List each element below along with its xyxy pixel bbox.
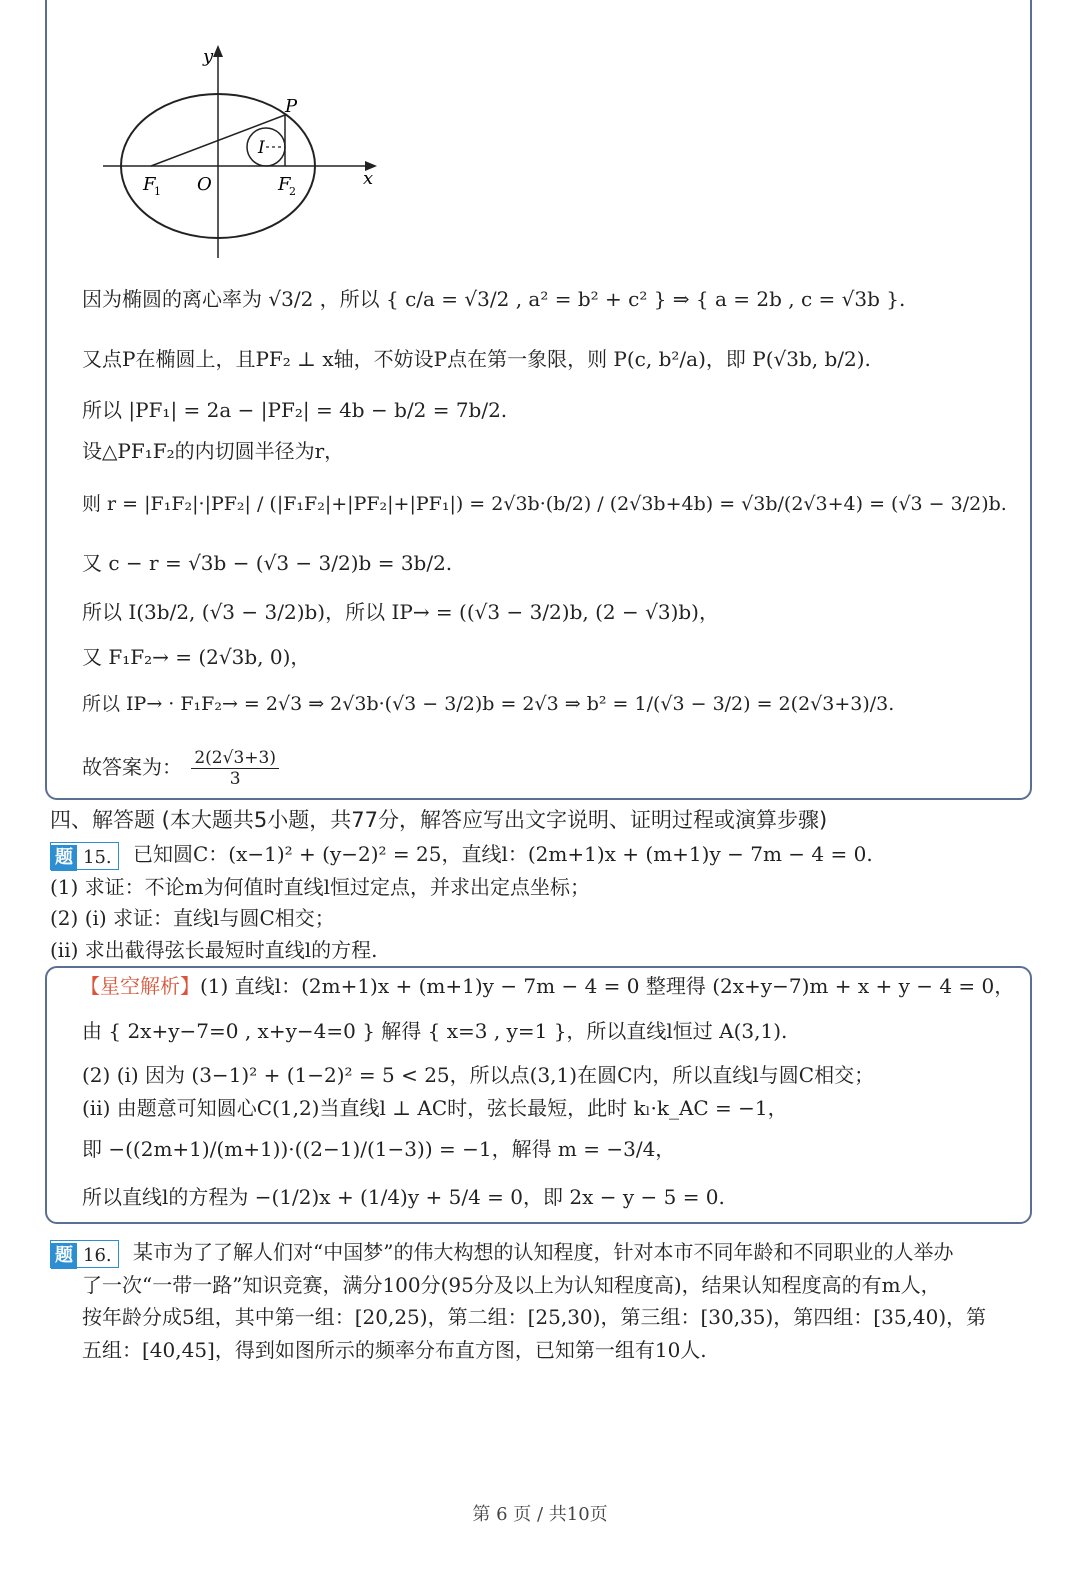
q15-tag-number: 15. [83, 846, 112, 868]
sol14-line-9: 所以 IP→ · F₁F₂→ = 2√3 ⇒ 2√3b·(√3 − 3/2)b = 2√3 ⇒ b² = 1/(√3 − 3/2) = 2(2√3+3)/3. [82, 693, 895, 715]
sol15-line-1-text: (1) 直线l：(2m+1)x + (m+1)y − 7m − 4 = 0 整理得 (2x+y−7)m + x + y − 4 = 0， [200, 974, 1015, 998]
sol14-line-1: 因为椭圆的离心率为 √3/2 ，所以 { c/a = √3/2 , a² = b² + c² } ⇒ { a = 2b , c = √3b }. [82, 287, 906, 311]
label-F1-sub: 1 [154, 185, 161, 198]
sol14-line-8: 又 F₁F₂→ = (2√3b, 0)， [82, 645, 311, 669]
sol14-line-2: 又点P在椭圆上，且PF₂ ⊥ x轴，不妨设P点在第一象限，则 P(c, b²/a)，即 P(√3b, b/2). [82, 347, 871, 371]
label-F2-sub: 2 [289, 185, 296, 198]
sol14-line-7: 所以 I(3b/2, (√3 − 3/2)b)，所以 IP→ = ((√3 − 3/2)b, (2 − √3)b)， [82, 600, 719, 624]
q16-line-1 [50, 1238, 953, 1268]
ellipse-figure [95, 40, 395, 265]
answer-prefix: 故答案为： [82, 755, 182, 779]
q15-stem-text: 已知圆C：(x−1)² + (y−2)² = 25，直线l：(2m+1)x + (m+1)y − 7m − 4 = 0. [133, 842, 873, 866]
sol14-line-3: 所以 |PF₁| = 2a − |PF₂| = 4b − b/2 = 7b/2. [82, 398, 508, 422]
q16-tag [50, 1240, 119, 1268]
q15-part-1: (1) 求证：不论m为何值时直线l恒过定点，并求出定点坐标； [50, 875, 591, 899]
q16-line-4: 五组：[40,45]，得到如图所示的频率分布直方图，已知第一组有10人. [82, 1338, 707, 1362]
y-axis-arrow [213, 45, 223, 57]
sol15-line-5: 即 −((2m+1)/(m+1))·((2−1)/(1−3)) = −1，解得 m = −3/4， [82, 1137, 676, 1161]
q16-line-2: 了一次“一带一路”知识竞赛，满分100分(95分及以上为认知程度高)，结果认知程度高的有m人， [82, 1273, 941, 1297]
sol15-line-3: (2) (i) 因为 (3−1)² + (1−2)² = 5 < 25，所以点(3,1)在圆C内，所以直线l与圆C相交； [82, 1063, 875, 1087]
q16-tag-label: 题 [51, 1243, 77, 1269]
sol15-label: 【星空解析】 [80, 974, 200, 998]
sol14-line-6: 又 c − r = √3b − (√3 − 3/2)b = 3b/2. [82, 551, 453, 575]
q15-part-3: (ii) 求出截得弦长最短时直线l的方程. [50, 938, 378, 962]
q16-line-3: 按年龄分成5组，其中第一组：[20,25)，第二组：[25,30)，第三组：[30,35)，第四组：[35,40)，第 [82, 1305, 987, 1329]
label-O: O [197, 174, 212, 195]
q16-line-1-text: 某市为了了解人们对“中国梦”的伟大构想的认知程度，针对本市不同年龄和不同职业的人举办 [133, 1240, 954, 1264]
sol14-line-5: 则 r = |F₁F₂|·|PF₂| / (|F₁F₂|+|PF₂|+|PF₁|) = 2√3b·(b/2) / (2√3b+4b) = √3b/(2√3+4) = (√3 − 3/2)b. [82, 493, 1007, 515]
sol15-line-6: 所以直线l的方程为 −(1/2)x + (1/4)y + 5/4 = 0，即 2x − y − 5 = 0. [82, 1185, 725, 1209]
sol14-line-4: 设△PF₁F₂的内切圆半径为r， [82, 439, 345, 463]
sol15-line-4: (ii) 由题意可知圆心C(1,2)当直线l ⊥ AC时，弦长最短，此时 kₗ·k_AC = −1， [82, 1096, 788, 1120]
q16-tag-number: 16. [83, 1244, 112, 1266]
answer-numerator: 2(2√3+3) [191, 748, 279, 769]
label-F2: F [278, 174, 291, 195]
answer-denominator: 3 [229, 769, 241, 789]
q15-part-2: (2) (i) 求证：直线l与圆C相交； [50, 906, 335, 930]
label-F1: F [143, 174, 156, 195]
q15-stem [50, 840, 873, 870]
label-y: y [203, 46, 214, 67]
label-I: I [258, 138, 265, 158]
sol14-answer [82, 748, 282, 789]
label-x: x [363, 168, 374, 189]
label-P: P [285, 96, 298, 117]
answer-fraction [191, 748, 279, 789]
q15-tag-label: 题 [51, 845, 77, 871]
section-heading: 四、解答题 (本大题共5小题，共77分，解答应写出文字说明、证明过程或演算步骤) [50, 808, 828, 832]
sol15-line-1 [80, 972, 1014, 1000]
q15-tag [50, 842, 119, 870]
sol15-line-2: 由 { 2x+y−7=0 , x+y−4=0 } 解得 { x=3 , y=1 }，所以直线l恒过 A(3,1). [82, 1019, 788, 1043]
page-footer: 第 6 页 / 共10页 [472, 1504, 608, 1525]
